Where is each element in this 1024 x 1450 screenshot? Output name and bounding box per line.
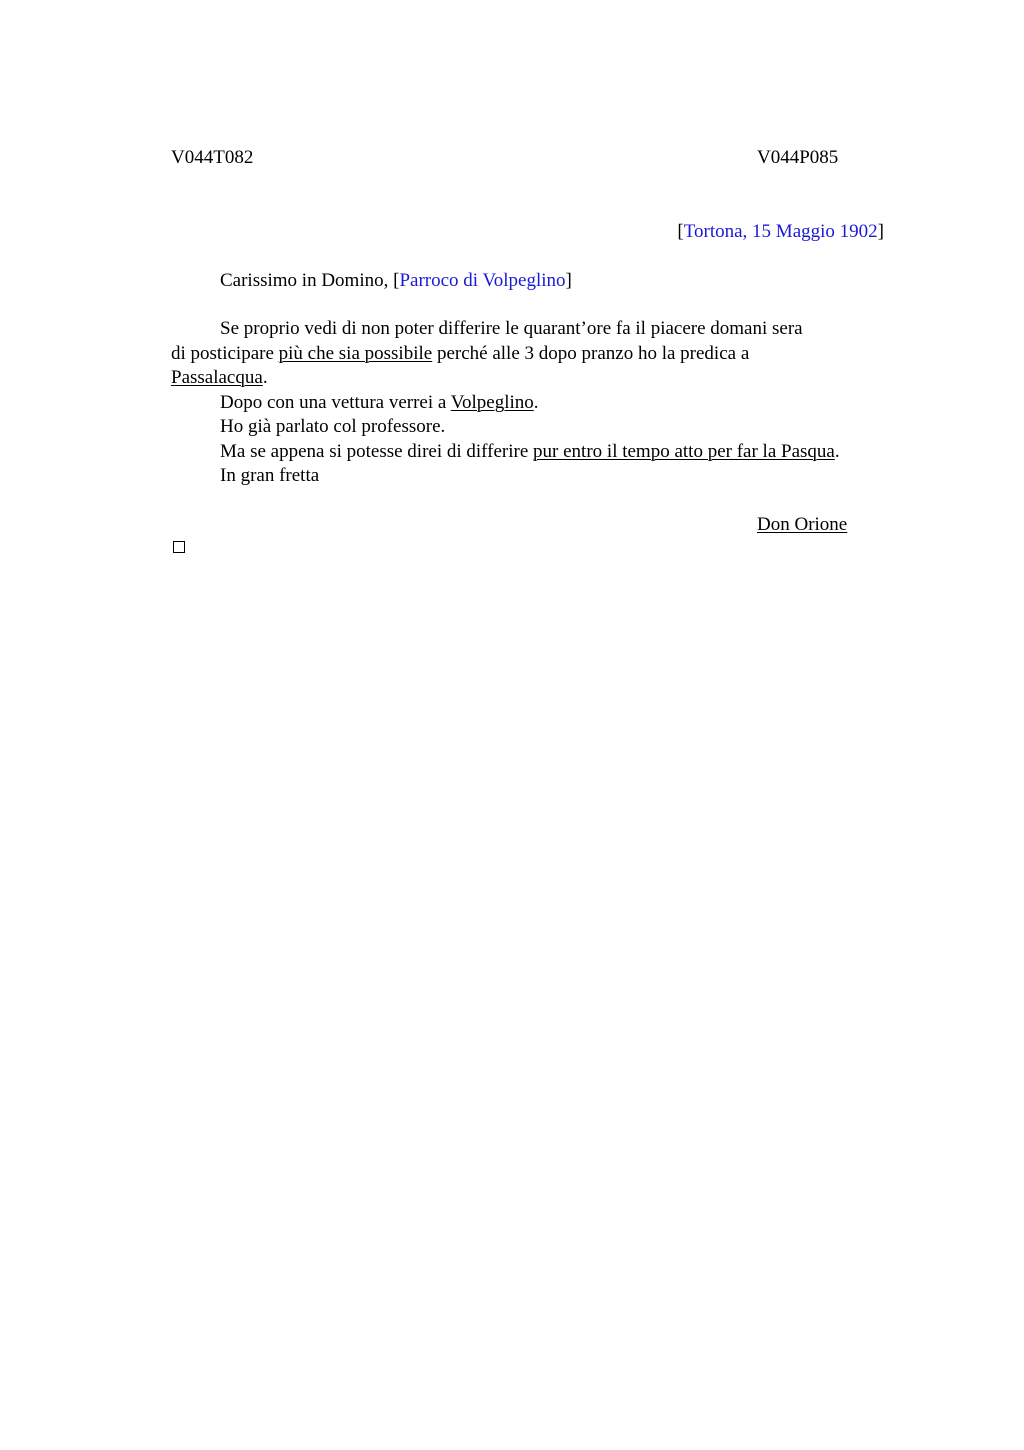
salutation-recipient: Parroco di Volpeglino bbox=[399, 270, 566, 291]
body-p3: Ho già parlato col professore. bbox=[220, 416, 446, 437]
body-p1-line2 bbox=[171, 342, 749, 366]
dateline-open-bracket: [ bbox=[677, 221, 684, 242]
dateline bbox=[677, 220, 884, 244]
body-p2-a: Dopo con una vettura verrei a bbox=[220, 392, 451, 413]
body-p4-a: Ma se appena si potesse direi di differire bbox=[220, 441, 534, 462]
body-p1-line2-b: perché alle 3 dopo pranzo ho la predica a bbox=[432, 343, 750, 364]
body-p1-line3-b: . bbox=[262, 367, 268, 388]
body-p4-underlined: pur entro il tempo atto per far la Pasqua bbox=[533, 441, 835, 462]
body-p1-line2-underlined: più che sia possibile bbox=[278, 343, 433, 364]
salutation bbox=[220, 269, 572, 293]
salutation-open-bracket: [ bbox=[393, 270, 400, 291]
signature: Don Orione bbox=[757, 514, 848, 535]
end-marker-square-icon bbox=[173, 541, 185, 553]
body-p2-underlined: Volpeglino bbox=[450, 392, 534, 413]
header-left-code: V044T082 bbox=[171, 147, 254, 168]
body-p1-line1: Se proprio vedi di non poter differire le quarant’ore fa il piacere domani sera bbox=[220, 318, 803, 339]
body-p2-b: . bbox=[533, 392, 539, 413]
body-p1-line2-a: di posticipare bbox=[171, 343, 279, 364]
body-p2 bbox=[220, 391, 539, 415]
body-p4-b: . bbox=[834, 441, 840, 462]
dateline-close-bracket: ] bbox=[877, 221, 884, 242]
body-p4 bbox=[220, 440, 840, 464]
header-right-code: V044P085 bbox=[757, 147, 839, 168]
dateline-text: Tortona, 15 Maggio 1902 bbox=[683, 221, 878, 242]
body-p1-line3 bbox=[171, 366, 268, 390]
body-p1-line3-underlined: Passalacqua bbox=[171, 367, 263, 388]
salutation-close-bracket: ] bbox=[565, 270, 572, 291]
salutation-text: Carissimo in Domino, bbox=[220, 270, 394, 291]
body-p5: In gran fretta bbox=[220, 465, 320, 486]
